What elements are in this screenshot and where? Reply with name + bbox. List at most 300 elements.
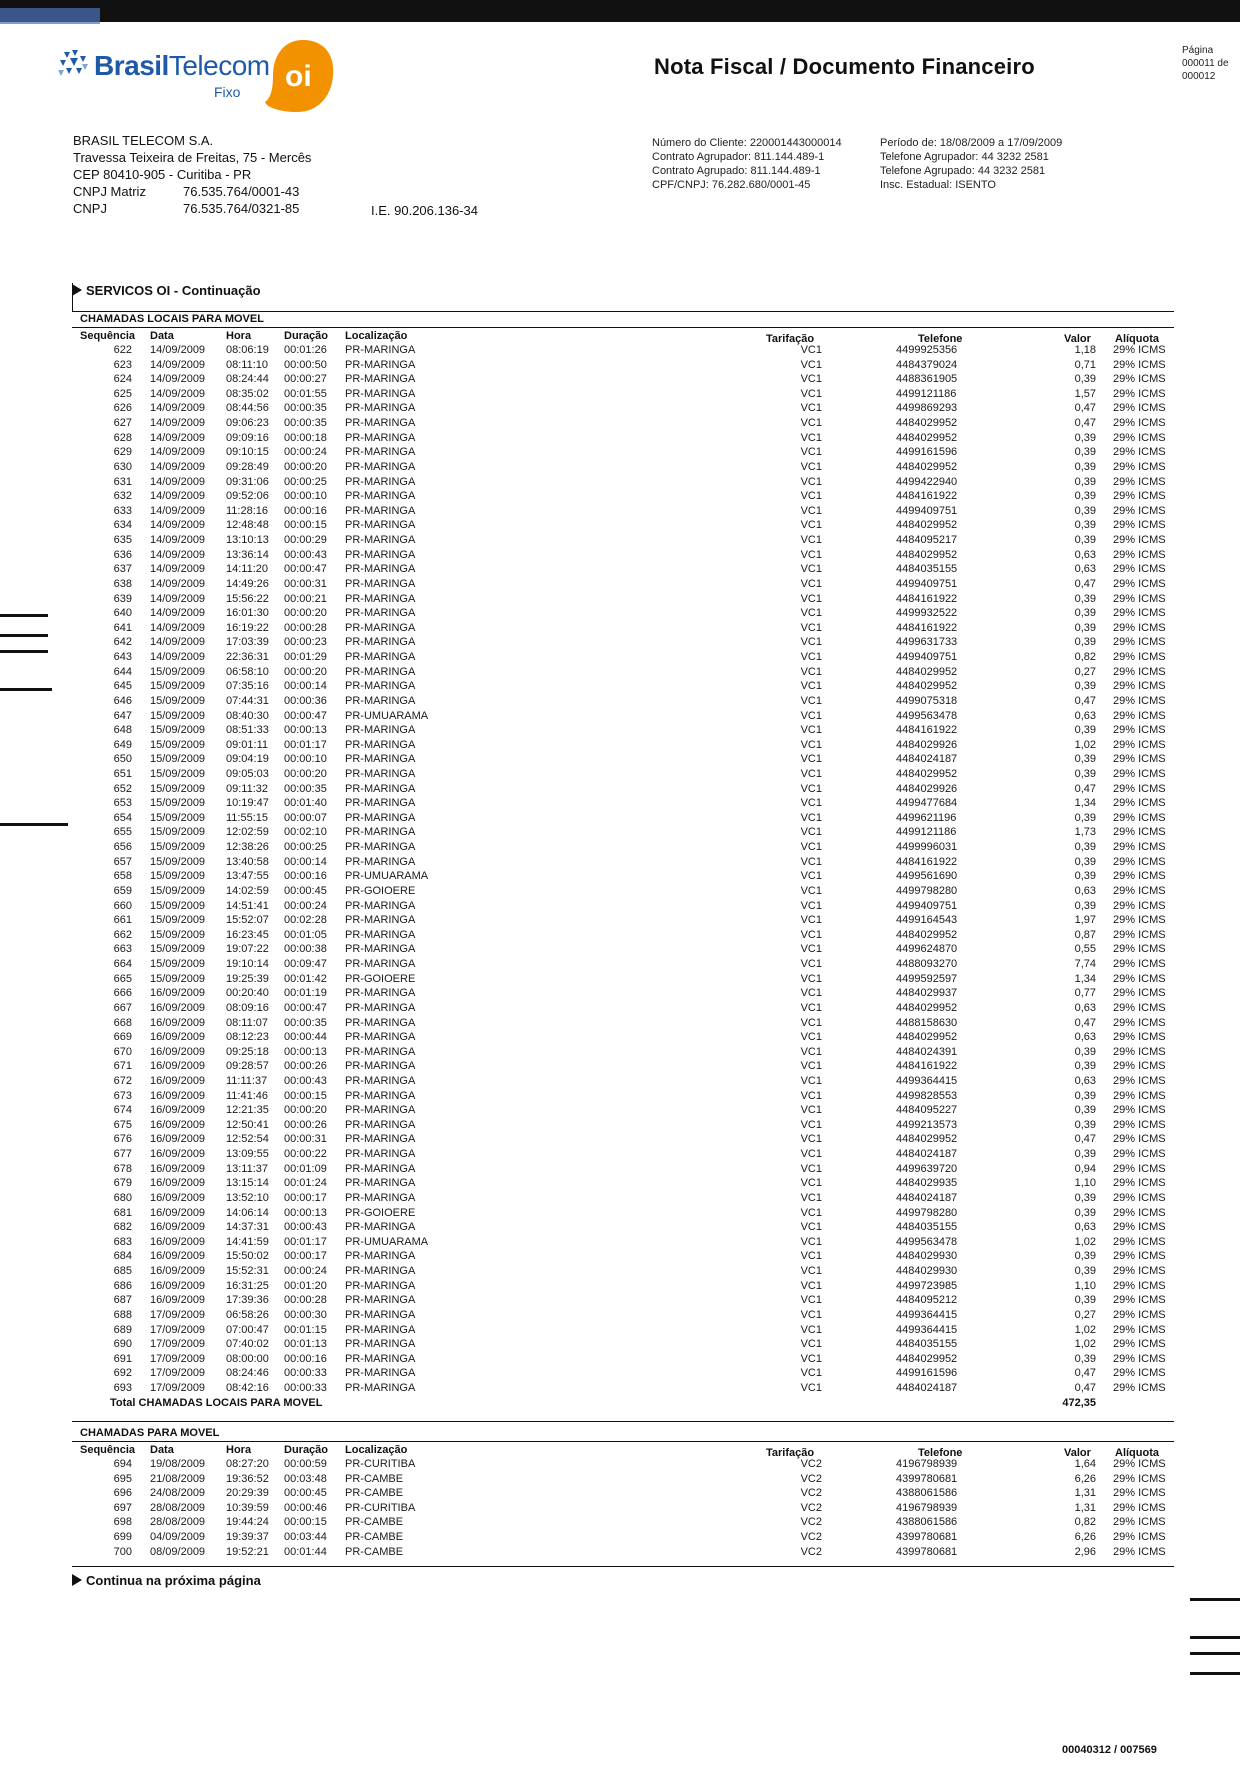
- cell-hora: 15:56:22: [226, 592, 269, 605]
- cell-date: 15/09/2009: [150, 753, 206, 766]
- cell-tel: 4484024391: [896, 1045, 958, 1058]
- cell-tel: 4499075318: [896, 694, 958, 707]
- cell-seq: 660: [113, 899, 132, 912]
- cell-seq: 623: [113, 358, 132, 371]
- cell-date: 16/09/2009: [150, 1235, 206, 1248]
- cell-tel: 4499925356: [896, 344, 958, 356]
- cell-val: 0,47: [1074, 402, 1096, 415]
- cell-loc: PR-MARINGA: [345, 1162, 416, 1175]
- cell-tar: VC1: [800, 1075, 822, 1087]
- cell-seq: 645: [113, 680, 132, 693]
- cell-dur: 00:01:40: [284, 797, 327, 810]
- cell-val: 0,77: [1074, 987, 1096, 1000]
- triangle-bullet-icon: [72, 284, 82, 296]
- cell-val: 0,63: [1074, 1075, 1096, 1087]
- cell-tar: VC1: [800, 1060, 822, 1073]
- column-header-date: Data: [150, 1444, 174, 1456]
- cell-aliq: 29% ICMS: [1113, 753, 1166, 766]
- cell-tar: VC1: [800, 548, 822, 561]
- cell-tar: VC1: [800, 1323, 822, 1336]
- column-header-seq: Sequência: [80, 1444, 136, 1456]
- cell-date: 17/09/2009: [150, 1382, 206, 1395]
- cell-val: 0,39: [1074, 446, 1096, 459]
- cell-seq: 662: [113, 928, 132, 941]
- cell-tel: 4499798280: [896, 884, 958, 897]
- cell-tar: VC2: [800, 1531, 822, 1544]
- cell-tel: 4484029952: [896, 417, 958, 430]
- cell-seq: 642: [113, 636, 132, 649]
- group1-total-value: 472,35: [1062, 1396, 1096, 1409]
- cell-dur: 00:01:17: [284, 1235, 327, 1248]
- cell-date: 16/09/2009: [150, 1133, 206, 1146]
- cell-dur: 00:00:14: [284, 680, 327, 693]
- cell-val: 0,39: [1074, 1352, 1096, 1365]
- omr-mark: [1190, 1672, 1240, 1675]
- cell-date: 14/09/2009: [150, 563, 206, 576]
- cell-tar: VC1: [800, 1382, 822, 1395]
- cell-dur: 00:01:29: [284, 651, 327, 664]
- cell-tar: VC1: [800, 709, 822, 722]
- cell-dur: 00:02:28: [284, 914, 327, 927]
- cell-dur: 00:00:35: [284, 1016, 327, 1029]
- cell-seq: 651: [113, 767, 132, 780]
- cell-seq: 649: [113, 738, 132, 751]
- cell-aliq: 29% ICMS: [1113, 680, 1166, 693]
- cell-loc: PR-MARINGA: [345, 1308, 416, 1321]
- cell-loc: PR-MARINGA: [345, 943, 416, 956]
- cell-tar: VC1: [800, 914, 822, 927]
- cell-aliq: 29% ICMS: [1113, 1060, 1166, 1073]
- cell-date: 16/09/2009: [150, 1206, 206, 1219]
- cell-val: 0,39: [1074, 1089, 1096, 1102]
- inscricao-estadual: I.E. 90.206.136-34: [371, 203, 478, 218]
- cell-hora: 12:50:41: [226, 1118, 269, 1131]
- cell-tel: 4499723985: [896, 1279, 958, 1292]
- cell-seq: 656: [113, 841, 132, 854]
- cell-tar: VC1: [800, 987, 822, 1000]
- cell-val: 0,87: [1074, 928, 1096, 941]
- cell-tel: 4488361905: [896, 373, 958, 386]
- cell-date: 15/09/2009: [150, 826, 206, 839]
- cell-loc: PR-MARINGA: [345, 519, 416, 532]
- cell-tel: 4499477684: [896, 797, 958, 810]
- cell-hora: 09:10:15: [226, 446, 269, 459]
- cell-loc: PR-MARINGA: [345, 1001, 416, 1014]
- contrato-agrupado: Contrato Agrupado: 811.144.489-1: [652, 165, 821, 177]
- cell-tel: 4499161596: [896, 446, 958, 459]
- cell-tar: VC1: [800, 592, 822, 605]
- column-header-loc: Localização: [345, 330, 408, 342]
- cell-aliq: 29% ICMS: [1113, 344, 1166, 356]
- cell-loc: PR-MARINGA: [345, 1382, 416, 1395]
- group1-title: CHAMADAS LOCAIS PARA MOVEL: [80, 313, 264, 325]
- cell-tar: VC2: [800, 1501, 822, 1514]
- cell-loc: PR-MARINGA: [345, 782, 416, 795]
- cell-dur: 00:01:20: [284, 1279, 327, 1292]
- cell-tel: 4388061586: [896, 1516, 958, 1529]
- cell-dur: 00:09:47: [284, 958, 327, 971]
- group1-total-label: Total CHAMADAS LOCAIS PARA MOVEL: [110, 1396, 323, 1409]
- cnpj-value: 76.535.764/0321-85: [183, 201, 300, 216]
- cell-val: 0,39: [1074, 811, 1096, 824]
- cell-loc: PR-MARINGA: [345, 1338, 416, 1351]
- cell-aliq: 29% ICMS: [1113, 1487, 1166, 1500]
- cell-dur: 00:00:20: [284, 665, 327, 678]
- cell-aliq: 29% ICMS: [1113, 1148, 1166, 1161]
- cell-dur: 00:01:55: [284, 387, 327, 400]
- cell-tel: 4499213573: [896, 1118, 958, 1131]
- period-info: [880, 136, 1062, 192]
- cell-hora: 09:09:16: [226, 431, 269, 444]
- cell-seq: 635: [113, 534, 132, 547]
- cell-tar: VC2: [800, 1472, 822, 1485]
- cell-tar: VC1: [800, 1279, 822, 1292]
- cell-aliq: 29% ICMS: [1113, 1001, 1166, 1014]
- cell-date: 16/09/2009: [150, 1265, 206, 1278]
- cell-dur: 00:00:20: [284, 460, 327, 473]
- cell-tar: VC1: [800, 358, 822, 371]
- cell-aliq: 29% ICMS: [1113, 1250, 1166, 1263]
- cell-seq: 636: [113, 548, 132, 561]
- cell-val: 2,96: [1074, 1545, 1096, 1558]
- cell-tel: 4484029937: [896, 987, 958, 1000]
- cell-aliq: 29% ICMS: [1113, 475, 1166, 488]
- cell-dur: 00:00:21: [284, 592, 327, 605]
- cell-val: 0,39: [1074, 767, 1096, 780]
- cell-seq: 693: [113, 1382, 132, 1395]
- cell-seq: 641: [113, 621, 132, 634]
- cell-aliq: 29% ICMS: [1113, 870, 1166, 883]
- cell-dur: 00:00:45: [284, 884, 327, 897]
- cell-tel: 4499592597: [896, 972, 958, 985]
- oi-logo-text: oi: [285, 60, 312, 93]
- cell-tar: VC1: [800, 665, 822, 678]
- cell-tel: 4484161922: [896, 621, 958, 634]
- cell-tar: VC1: [800, 841, 822, 854]
- cell-val: 1,31: [1074, 1487, 1096, 1500]
- cell-loc: PR-GOIOERE: [345, 1206, 416, 1219]
- cell-tar: VC1: [800, 724, 822, 737]
- cell-date: 14/09/2009: [150, 446, 206, 459]
- column-header-aliq: Alíquota: [1115, 333, 1159, 345]
- cell-dur: 00:00:15: [284, 519, 327, 532]
- cell-seq: 688: [113, 1308, 132, 1321]
- cell-seq: 638: [113, 577, 132, 590]
- continue-note: [72, 1573, 261, 1588]
- cnpj-label: CNPJ: [73, 201, 107, 216]
- cell-date: 14/09/2009: [150, 460, 206, 473]
- cell-hora: 09:05:03: [226, 767, 269, 780]
- cell-hora: 19:36:52: [226, 1472, 269, 1485]
- cell-tar: VC1: [800, 1118, 822, 1131]
- cell-aliq: 29% ICMS: [1113, 899, 1166, 912]
- cell-seq: 697: [113, 1501, 132, 1514]
- cell-tar: VC1: [800, 1352, 822, 1365]
- cell-tar: VC1: [800, 1089, 822, 1102]
- footer-code: 00040312 / 007569: [1062, 1744, 1157, 1756]
- cell-dur: 00:00:16: [284, 870, 327, 883]
- cell-dur: 00:00:47: [284, 709, 327, 722]
- cell-date: 15/09/2009: [150, 943, 206, 956]
- cell-tar: VC1: [800, 1308, 822, 1321]
- brand-name-bold: Brasil: [94, 50, 169, 81]
- cell-date: 16/09/2009: [150, 1104, 206, 1117]
- cell-hora: 19:25:39: [226, 972, 269, 985]
- cell-val: 1,97: [1074, 914, 1096, 927]
- cell-seq: 654: [113, 811, 132, 824]
- cell-seq: 640: [113, 607, 132, 620]
- cell-date: 15/09/2009: [150, 767, 206, 780]
- cell-seq: 650: [113, 753, 132, 766]
- cell-hora: 19:39:37: [226, 1531, 269, 1544]
- cell-tel: 4499364415: [896, 1075, 958, 1087]
- company-address1: Travessa Teixeira de Freitas, 75 - Mercês: [73, 150, 312, 165]
- cell-loc: PR-MARINGA: [345, 548, 416, 561]
- cell-tar: VC1: [800, 1045, 822, 1058]
- cell-aliq: 29% ICMS: [1113, 1016, 1166, 1029]
- cell-seq: 674: [113, 1104, 132, 1117]
- cell-hora: 13:47:55: [226, 870, 269, 883]
- cell-dur: 00:00:10: [284, 490, 327, 503]
- cell-loc: PR-MARINGA: [345, 475, 416, 488]
- cell-tar: VC1: [800, 1250, 822, 1263]
- cell-val: 0,63: [1074, 1221, 1096, 1234]
- cell-dur: 00:00:07: [284, 811, 327, 824]
- cell-val: 0,63: [1074, 563, 1096, 576]
- cell-seq: 647: [113, 709, 132, 722]
- cell-tel: 4484161922: [896, 724, 958, 737]
- cell-hora: 08:35:02: [226, 387, 269, 400]
- cell-tel: 4499869293: [896, 402, 958, 415]
- cell-aliq: 29% ICMS: [1113, 1382, 1166, 1395]
- brand-name-light: Telecom: [168, 50, 270, 81]
- cell-tel: 4484029926: [896, 782, 958, 795]
- cell-tel: 4484029952: [896, 665, 958, 678]
- cell-aliq: 29% ICMS: [1113, 928, 1166, 941]
- page-number: [1182, 44, 1229, 83]
- cell-aliq: 29% ICMS: [1113, 373, 1166, 386]
- cell-seq: 661: [113, 914, 132, 927]
- cell-aliq: 29% ICMS: [1113, 1531, 1166, 1544]
- cell-aliq: 29% ICMS: [1113, 709, 1166, 722]
- cell-loc: PR-MARINGA: [345, 1104, 416, 1117]
- cell-dur: 00:00:28: [284, 1294, 327, 1307]
- cell-tar: VC1: [800, 943, 822, 956]
- cell-loc: PR-MARINGA: [345, 797, 416, 810]
- cell-seq: 633: [113, 504, 132, 517]
- cell-seq: 682: [113, 1221, 132, 1234]
- cell-dur: 00:00:35: [284, 417, 327, 430]
- cell-val: 6,26: [1074, 1531, 1096, 1544]
- cell-val: 0,39: [1074, 870, 1096, 883]
- cell-dur: 00:00:26: [284, 1118, 327, 1131]
- cell-date: 16/09/2009: [150, 1294, 206, 1307]
- cell-hora: 09:06:23: [226, 417, 269, 430]
- cell-aliq: 29% ICMS: [1113, 417, 1166, 430]
- cell-tel: 4484035155: [896, 1338, 958, 1351]
- cell-hora: 08:24:46: [226, 1367, 269, 1380]
- cell-seq: 672: [113, 1075, 132, 1087]
- cell-hora: 14:02:59: [226, 884, 269, 897]
- cell-date: 17/09/2009: [150, 1367, 206, 1380]
- cell-hora: 11:55:15: [226, 811, 269, 824]
- cell-date: 15/09/2009: [150, 709, 206, 722]
- cell-hora: 07:35:16: [226, 680, 269, 693]
- cell-hora: 09:11:32: [226, 782, 269, 795]
- cell-tar: VC1: [800, 1133, 822, 1146]
- cell-loc: PR-MARINGA: [345, 563, 416, 576]
- group2-title: CHAMADAS PARA MOVEL: [80, 1427, 220, 1439]
- cell-date: 14/09/2009: [150, 592, 206, 605]
- cpf-cnpj: CPF/CNPJ: 76.282.680/0001-45: [652, 179, 811, 191]
- cell-dur: 00:00:24: [284, 446, 327, 459]
- brand-subtitle: Fixo: [214, 84, 241, 100]
- cell-val: 0,39: [1074, 1294, 1096, 1307]
- cell-aliq: 29% ICMS: [1113, 1294, 1166, 1307]
- cell-val: 0,39: [1074, 519, 1096, 532]
- cell-seq: 667: [113, 1001, 132, 1014]
- cell-tel: 4484029952: [896, 431, 958, 444]
- cell-tel: 4499164543: [896, 914, 958, 927]
- cell-val: 1,64: [1074, 1458, 1096, 1470]
- cell-loc: PR-CAMBE: [345, 1472, 404, 1485]
- cell-aliq: 29% ICMS: [1113, 884, 1166, 897]
- cell-aliq: 29% ICMS: [1113, 694, 1166, 707]
- cell-seq: 643: [113, 651, 132, 664]
- cell-dur: 00:01:09: [284, 1162, 327, 1175]
- cell-tel: 4484029952: [896, 680, 958, 693]
- cell-seq: 677: [113, 1148, 132, 1161]
- cell-date: 14/09/2009: [150, 534, 206, 547]
- cell-val: 0,39: [1074, 1118, 1096, 1131]
- cell-tar: VC1: [800, 534, 822, 547]
- cell-hora: 13:15:14: [226, 1177, 269, 1190]
- cell-tar: VC2: [800, 1458, 822, 1470]
- cell-seq: 652: [113, 782, 132, 795]
- cell-hora: 22:36:31: [226, 651, 269, 664]
- cell-loc: PR-MARINGA: [345, 1323, 416, 1336]
- cell-val: 0,39: [1074, 1250, 1096, 1263]
- cell-date: 15/09/2009: [150, 797, 206, 810]
- cell-aliq: 29% ICMS: [1113, 1323, 1166, 1336]
- cell-hora: 08:40:30: [226, 709, 269, 722]
- cell-date: 16/09/2009: [150, 1060, 206, 1073]
- cell-date: 14/09/2009: [150, 431, 206, 444]
- cell-dur: 00:00:30: [284, 1308, 327, 1321]
- cell-seq: 673: [113, 1089, 132, 1102]
- cell-seq: 675: [113, 1118, 132, 1131]
- cell-val: 0,39: [1074, 592, 1096, 605]
- cell-seq: 668: [113, 1016, 132, 1029]
- cell-seq: 699: [113, 1531, 132, 1544]
- cell-hora: 16:01:30: [226, 607, 269, 620]
- cell-dur: 00:01:24: [284, 1177, 327, 1190]
- cell-loc: PR-CAMBE: [345, 1516, 404, 1529]
- cell-loc: PR-MARINGA: [345, 1031, 416, 1044]
- cell-val: 0,82: [1074, 651, 1096, 664]
- cell-seq: 698: [113, 1516, 132, 1529]
- cell-loc: PR-CURITIBA: [345, 1501, 416, 1514]
- cell-hora: 13:10:13: [226, 534, 269, 547]
- cell-tel: 4499364415: [896, 1323, 958, 1336]
- cell-loc: PR-MARINGA: [345, 636, 416, 649]
- cell-tar: VC1: [800, 1162, 822, 1175]
- cell-seq: 658: [113, 870, 132, 883]
- cell-dur: 00:00:27: [284, 373, 327, 386]
- cell-tel: 4499932522: [896, 607, 958, 620]
- column-header-dur: Duração: [284, 330, 329, 342]
- cell-val: 0,71: [1074, 358, 1096, 371]
- cell-loc: PR-MARINGA: [345, 431, 416, 444]
- cell-tel: 4196798939: [896, 1501, 958, 1514]
- cell-aliq: 29% ICMS: [1113, 841, 1166, 854]
- cell-loc: PR-GOIOERE: [345, 972, 416, 985]
- cell-val: 1,02: [1074, 1323, 1096, 1336]
- cell-dur: 00:00:36: [284, 694, 327, 707]
- cell-tar: VC1: [800, 1001, 822, 1014]
- cell-tar: VC1: [800, 1191, 822, 1204]
- cell-tel: 4499561690: [896, 870, 958, 883]
- cell-tar: VC1: [800, 1338, 822, 1351]
- cell-val: 0,47: [1074, 1367, 1096, 1380]
- cell-date: 16/09/2009: [150, 1162, 206, 1175]
- cell-aliq: 29% ICMS: [1113, 607, 1166, 620]
- cell-hora: 19:52:21: [226, 1545, 269, 1558]
- cell-tel: 4484161922: [896, 490, 958, 503]
- column-header-hora: Hora: [226, 330, 252, 342]
- cell-hora: 08:00:00: [226, 1352, 269, 1365]
- cell-val: 1,02: [1074, 738, 1096, 751]
- cell-seq: 694: [113, 1458, 132, 1470]
- cell-aliq: 29% ICMS: [1113, 1045, 1166, 1058]
- cell-date: 14/09/2009: [150, 358, 206, 371]
- cell-date: 16/09/2009: [150, 1191, 206, 1204]
- cell-dur: 00:00:31: [284, 1133, 327, 1146]
- cell-aliq: 29% ICMS: [1113, 460, 1166, 473]
- cell-date: 16/09/2009: [150, 1177, 206, 1190]
- cell-aliq: 29% ICMS: [1113, 811, 1166, 824]
- cell-tar: VC1: [800, 1235, 822, 1248]
- cell-aliq: 29% ICMS: [1113, 563, 1166, 576]
- cell-seq: 646: [113, 694, 132, 707]
- cell-date: 15/09/2009: [150, 914, 206, 927]
- cell-aliq: 29% ICMS: [1113, 1177, 1166, 1190]
- cell-seq: 630: [113, 460, 132, 473]
- cell-date: 14/09/2009: [150, 402, 206, 415]
- cell-val: 7,74: [1074, 958, 1096, 971]
- cell-loc: PR-CAMBE: [345, 1487, 404, 1500]
- cell-loc: PR-MARINGA: [345, 1250, 416, 1263]
- cell-tar: VC1: [800, 1294, 822, 1307]
- cell-dur: 00:00:15: [284, 1089, 327, 1102]
- cell-aliq: 29% ICMS: [1113, 577, 1166, 590]
- cell-val: 0,39: [1074, 475, 1096, 488]
- cell-hora: 17:03:39: [226, 636, 269, 649]
- cell-seq: 690: [113, 1338, 132, 1351]
- triangle-bullet-icon: [72, 1574, 82, 1586]
- cell-dur: 00:00:43: [284, 1221, 327, 1234]
- cell-date: 15/09/2009: [150, 724, 206, 737]
- cell-hora: 16:19:22: [226, 621, 269, 634]
- cell-val: 0,39: [1074, 899, 1096, 912]
- cell-val: 0,27: [1074, 1308, 1096, 1321]
- cell-hora: 09:01:11: [226, 738, 269, 751]
- cell-tel: 4484379024: [896, 358, 958, 371]
- cell-val: 0,39: [1074, 373, 1096, 386]
- cell-loc: PR-UMUARAMA: [345, 870, 429, 883]
- cell-tar: VC1: [800, 651, 822, 664]
- cell-tar: VC2: [800, 1516, 822, 1529]
